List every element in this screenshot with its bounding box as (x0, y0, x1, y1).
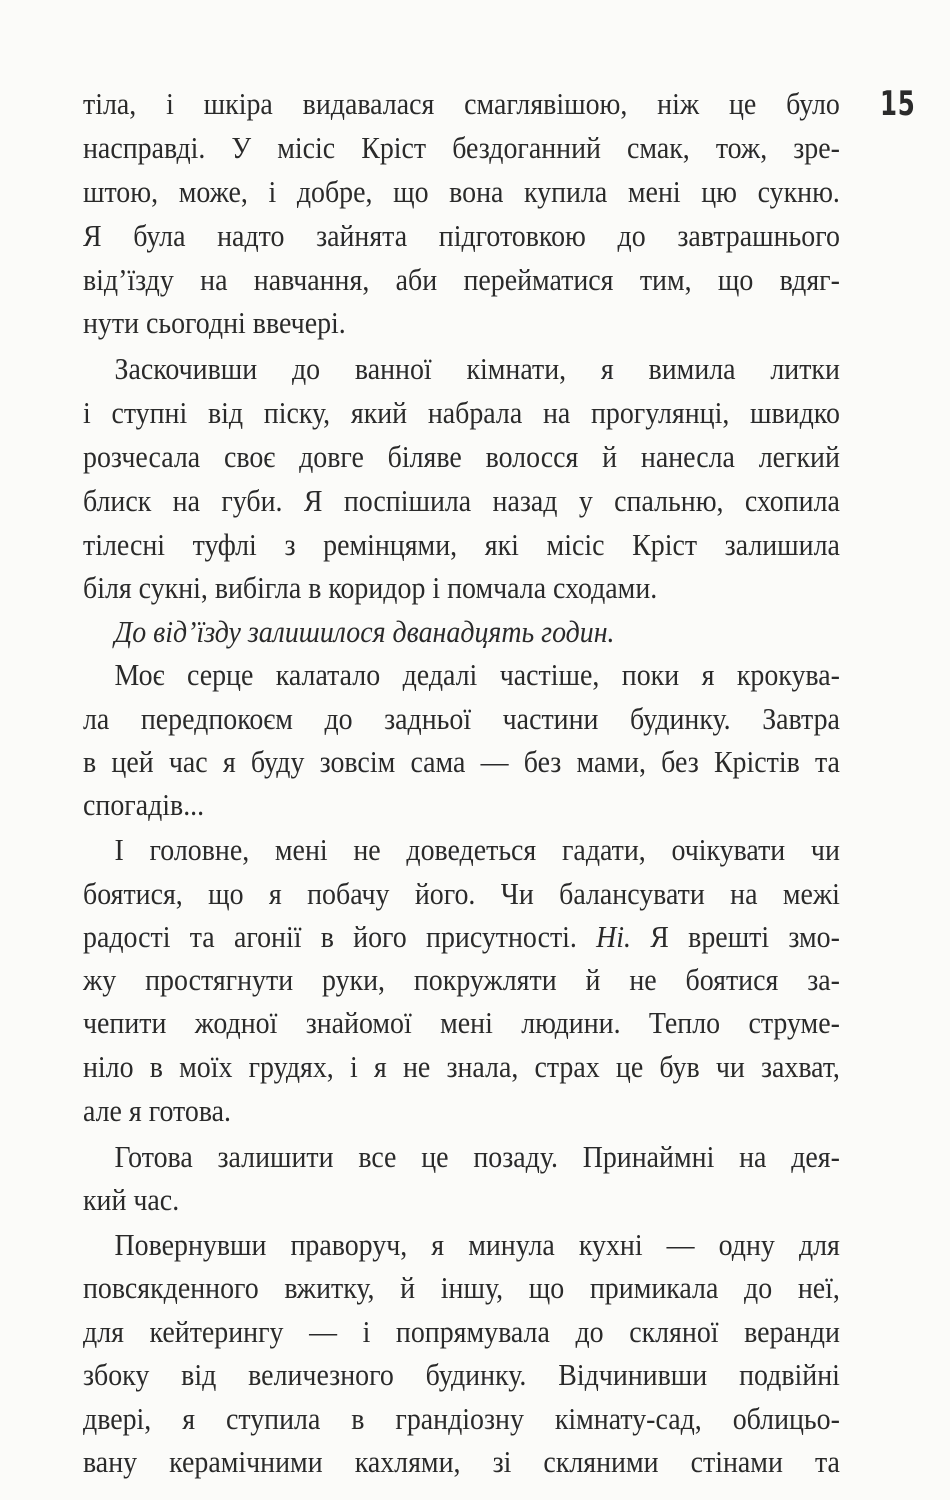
text-line: але я готова. (83, 1093, 231, 1128)
text-line: збоку від величезного будинку. Відчинивши подвійні (83, 1357, 840, 1392)
text-line: Заскочивши до ванної кімнати, я вимила литки (114, 351, 840, 386)
text-line: Готова залишити все це позаду. Принаймні на дея- (114, 1139, 840, 1174)
text-line: боятися, що я побачу його. Чи балансувати на межі (83, 876, 840, 911)
text-line: і ступні від піску, який набрала на прогулянці, швидко (83, 395, 840, 430)
text-line: спогадів... (83, 787, 205, 822)
text-line: біля сукні, вибігла в коридор і помчала сходами. (83, 570, 658, 605)
text-line: кий час. (83, 1182, 180, 1217)
emphasis-text: Ні. (596, 919, 632, 954)
text-line: Повернувши праворуч, я минула кухні — одну для (114, 1227, 840, 1262)
page-number: 15 (880, 84, 916, 124)
text-line: До від’їзду залишилося дванадцять годин. (114, 614, 615, 649)
text-line: повсякденного вжитку, й іншу, що примикала до неї, (83, 1270, 840, 1305)
text-line (83, 917, 840, 957)
text-line: двері, я ступила в грандіозну кімнату-сад, облицьо- (83, 1401, 840, 1436)
text-line: розчесала своє довге біляве волосся й нанесла легкий (83, 439, 840, 474)
text-line: вану керамічними кахлями, зі скляними стінами та (83, 1444, 840, 1479)
text-segment: Я врешті змо- (650, 919, 840, 954)
text-line: від’їзду на навчання, аби перейматися тим, що вдяг- (83, 262, 840, 297)
text-line: для кейтерингу — і попрямувала до скляної веранди (83, 1314, 840, 1349)
text-line: Я була надто зайнята підготовкою до завтрашнього (83, 218, 840, 253)
text-line: чепити жодної знайомої мені людини. Тепло струме- (83, 1005, 840, 1040)
text-line: ніло в моїх грудях, і я не знала, страх це був чи захват, (83, 1049, 840, 1084)
text-line: штою, може, і добре, що вона купила мені цю сукню. (83, 174, 840, 209)
text-line: в цей час я буду зовсім сама — без мами, без Крістів та (83, 744, 840, 779)
text-line: тілесні туфлі з ремінцями, які місіс Кріст залишила (83, 527, 840, 562)
text-line: жу простягнути руки, покружляти й не боятися за- (83, 962, 840, 997)
text-segment: радості та агонії в його присутності. (83, 919, 577, 954)
text-line: І головне, мені не доведеться гадати, очікувати чи (114, 832, 840, 867)
text-line: нути сьогодні ввечері. (83, 305, 346, 340)
text-line: ла передпокоєм до задньої частини будинку. Завтра (83, 701, 840, 736)
text-line: насправді. У місіс Кріст бездоганний смак, тож, зре- (83, 130, 840, 165)
text-line: тіла, і шкіра видавалася смаглявішою, ніж це було (83, 86, 840, 121)
text-line: блиск на губи. Я поспішила назад у спальню, схопила (83, 483, 840, 518)
text-line: Моє серце калатало дедалі частіше, поки я крокува- (114, 657, 840, 692)
